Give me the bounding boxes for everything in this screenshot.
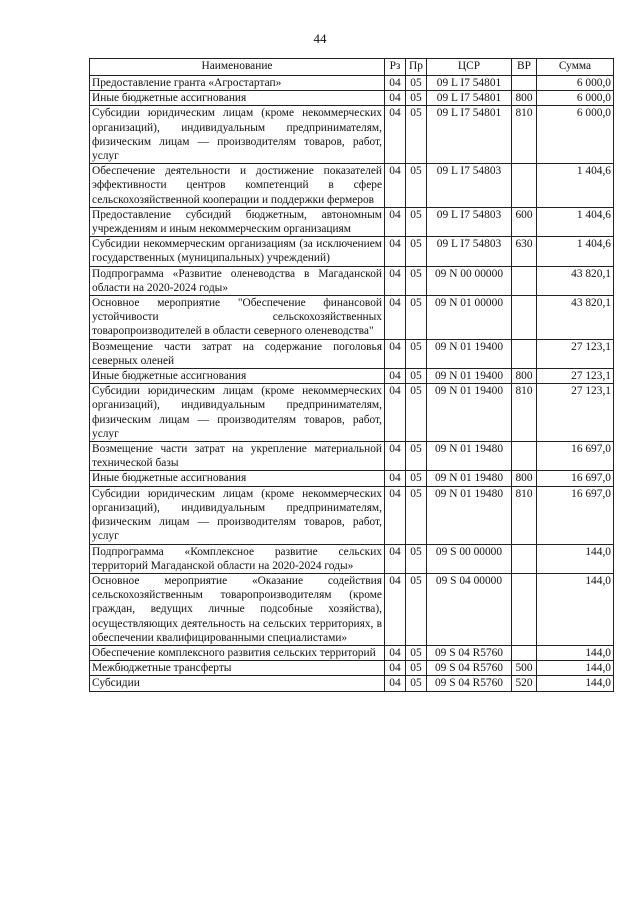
row-rz: 04 bbox=[385, 573, 406, 645]
row-csr: 09 L I7 54801 bbox=[427, 91, 512, 106]
row-vr bbox=[512, 296, 537, 340]
row-rz: 04 bbox=[385, 237, 406, 266]
row-sum: 144,0 bbox=[537, 544, 614, 573]
row-csr: 09 N 01 19480 bbox=[427, 442, 512, 471]
row-pr: 05 bbox=[406, 544, 427, 573]
row-csr: 09 S 00 00000 bbox=[427, 544, 512, 573]
row-csr: 09 S 04 R5760 bbox=[427, 676, 512, 691]
row-vr: 520 bbox=[512, 676, 537, 691]
row-sum: 16 697,0 bbox=[537, 486, 614, 544]
row-vr: 630 bbox=[512, 237, 537, 266]
table-row bbox=[90, 91, 614, 106]
row-vr bbox=[512, 544, 537, 573]
row-csr: 09 S 04 R5760 bbox=[427, 661, 512, 676]
header-rz: Рз bbox=[385, 59, 406, 76]
row-sum: 43 820,1 bbox=[537, 296, 614, 340]
row-csr: 09 S 04 R5760 bbox=[427, 645, 512, 660]
row-csr: 09 L I7 54803 bbox=[427, 164, 512, 208]
row-rz: 04 bbox=[385, 207, 406, 236]
table-row bbox=[90, 266, 614, 295]
row-name: Обеспечение комплексного развития сельских территорий bbox=[90, 645, 385, 660]
row-pr: 05 bbox=[406, 573, 427, 645]
row-csr: 09 N 00 00000 bbox=[427, 266, 512, 295]
row-rz: 04 bbox=[385, 384, 406, 442]
row-csr: 09 N 01 00000 bbox=[427, 296, 512, 340]
row-csr: 09 N 01 19480 bbox=[427, 471, 512, 486]
row-name: Возмещение части затрат на содержание поголовья северных оленей bbox=[90, 339, 385, 368]
row-sum: 144,0 bbox=[537, 645, 614, 660]
row-sum: 1 404,6 bbox=[537, 164, 614, 208]
row-rz: 04 bbox=[385, 645, 406, 660]
row-pr: 05 bbox=[406, 266, 427, 295]
row-rz: 04 bbox=[385, 76, 406, 91]
row-rz: 04 bbox=[385, 369, 406, 384]
row-rz: 04 bbox=[385, 296, 406, 340]
row-csr: 09 L I7 54801 bbox=[427, 106, 512, 164]
table-row bbox=[90, 296, 614, 340]
row-vr bbox=[512, 645, 537, 660]
row-csr: 09 S 04 00000 bbox=[427, 573, 512, 645]
row-sum: 144,0 bbox=[537, 676, 614, 691]
row-name: Иные бюджетные ассигнования bbox=[90, 471, 385, 486]
row-pr: 05 bbox=[406, 486, 427, 544]
row-sum: 27 123,1 bbox=[537, 339, 614, 368]
row-vr: 810 bbox=[512, 486, 537, 544]
row-pr: 05 bbox=[406, 207, 427, 236]
header-name: Наименование bbox=[90, 59, 385, 76]
row-sum: 6 000,0 bbox=[537, 106, 614, 164]
row-rz: 04 bbox=[385, 544, 406, 573]
table-row bbox=[90, 486, 614, 544]
table-row bbox=[90, 573, 614, 645]
row-pr: 05 bbox=[406, 442, 427, 471]
table-row bbox=[90, 384, 614, 442]
row-sum: 6 000,0 bbox=[537, 91, 614, 106]
row-name: Предоставление субсидий бюджетным, автономным учреждениям и иным некоммерческим организациям bbox=[90, 207, 385, 236]
page-number: 44 bbox=[313, 31, 327, 46]
row-vr: 810 bbox=[512, 384, 537, 442]
row-vr: 800 bbox=[512, 471, 537, 486]
table-row bbox=[90, 369, 614, 384]
row-rz: 04 bbox=[385, 339, 406, 368]
header-pr: Пр bbox=[406, 59, 427, 76]
row-rz: 04 bbox=[385, 266, 406, 295]
table-row bbox=[90, 544, 614, 573]
row-vr bbox=[512, 76, 537, 91]
row-sum: 144,0 bbox=[537, 573, 614, 645]
row-name: Обеспечение деятельности и достижение показателей эффективности центров компетенций в сфере сельскохозяйственной кооперации и поддержки фермеров bbox=[90, 164, 385, 208]
row-name: Иные бюджетные ассигнования bbox=[90, 369, 385, 384]
table-row bbox=[90, 442, 614, 471]
row-pr: 05 bbox=[406, 339, 427, 368]
row-vr bbox=[512, 164, 537, 208]
table-row bbox=[90, 339, 614, 368]
row-rz: 04 bbox=[385, 106, 406, 164]
row-sum: 16 697,0 bbox=[537, 471, 614, 486]
row-sum: 6 000,0 bbox=[537, 76, 614, 91]
row-csr: 09 N 01 19400 bbox=[427, 384, 512, 442]
table-row bbox=[90, 645, 614, 660]
row-sum: 43 820,1 bbox=[537, 266, 614, 295]
row-name: Субсидии юридическим лицам (кроме некоммерческих организаций), индивидуальным предпринимателям, физическим лицам — производителям товаров, работ, услуг bbox=[90, 486, 385, 544]
row-rz: 04 bbox=[385, 91, 406, 106]
row-sum: 16 697,0 bbox=[537, 442, 614, 471]
table-body bbox=[90, 76, 614, 692]
row-sum: 27 123,1 bbox=[537, 369, 614, 384]
table-row bbox=[90, 207, 614, 236]
table-row bbox=[90, 676, 614, 691]
row-name: Предоставление гранта «Агростартап» bbox=[90, 76, 385, 91]
table-row bbox=[90, 237, 614, 266]
row-vr: 810 bbox=[512, 106, 537, 164]
row-sum: 27 123,1 bbox=[537, 384, 614, 442]
row-pr: 05 bbox=[406, 164, 427, 208]
row-name: Основное мероприятие "Обеспечение финансовой устойчивости сельскохозяйственных товаропроизводителей в области северного оленеводства" bbox=[90, 296, 385, 340]
row-name: Подпрограмма «Комплексное развитие сельских территорий Магаданской области на 2020-2024 годы» bbox=[90, 544, 385, 573]
row-name: Субсидии юридическим лицам (кроме некоммерческих организаций), индивидуальным предпринимателям, физическим лицам — производителям товаров, работ, услуг bbox=[90, 384, 385, 442]
row-pr: 05 bbox=[406, 237, 427, 266]
row-rz: 04 bbox=[385, 676, 406, 691]
row-rz: 04 bbox=[385, 486, 406, 544]
header-sum: Сумма bbox=[537, 59, 614, 76]
row-pr: 05 bbox=[406, 106, 427, 164]
row-vr: 600 bbox=[512, 207, 537, 236]
row-vr: 500 bbox=[512, 661, 537, 676]
row-pr: 05 bbox=[406, 296, 427, 340]
row-vr bbox=[512, 339, 537, 368]
table-row bbox=[90, 164, 614, 208]
row-pr: 05 bbox=[406, 661, 427, 676]
header-csr: ЦСР bbox=[427, 59, 512, 76]
row-name: Иные бюджетные ассигнования bbox=[90, 91, 385, 106]
row-name: Субсидии некоммерческим организациям (за исключением государственных (муниципальных) учреждений) bbox=[90, 237, 385, 266]
row-name: Возмещение части затрат на укрепление материальной технической базы bbox=[90, 442, 385, 471]
row-pr: 05 bbox=[406, 471, 427, 486]
row-csr: 09 L I7 54803 bbox=[427, 207, 512, 236]
row-name: Основное мероприятие «Оказание содействия сельскохозяйственным товаропроизводителям (кроме граждан, ведущих личные подсобные хозяйства), осуществляющих деятельность на сельских территориях, в обеспечении квалифицированными специалистами» bbox=[90, 573, 385, 645]
row-pr: 05 bbox=[406, 645, 427, 660]
row-sum: 1 404,6 bbox=[537, 237, 614, 266]
table-row bbox=[90, 106, 614, 164]
row-csr: 09 N 01 19400 bbox=[427, 339, 512, 368]
row-pr: 05 bbox=[406, 91, 427, 106]
row-pr: 05 bbox=[406, 76, 427, 91]
table-row bbox=[90, 661, 614, 676]
row-rz: 04 bbox=[385, 661, 406, 676]
row-csr: 09 N 01 19400 bbox=[427, 369, 512, 384]
row-vr: 800 bbox=[512, 369, 537, 384]
row-csr: 09 N 01 19480 bbox=[427, 486, 512, 544]
table-header bbox=[90, 59, 614, 76]
table-row bbox=[90, 76, 614, 91]
row-rz: 04 bbox=[385, 164, 406, 208]
row-vr bbox=[512, 442, 537, 471]
row-name: Межбюджетные трансферты bbox=[90, 661, 385, 676]
row-rz: 04 bbox=[385, 471, 406, 486]
row-sum: 1 404,6 bbox=[537, 207, 614, 236]
row-pr: 05 bbox=[406, 676, 427, 691]
row-name: Подпрограмма «Развитие оленеводства в Магаданской области на 2020-2024 годы» bbox=[90, 266, 385, 295]
header-vr: ВР bbox=[512, 59, 537, 76]
row-pr: 05 bbox=[406, 384, 427, 442]
row-pr: 05 bbox=[406, 369, 427, 384]
budget-table bbox=[89, 58, 614, 692]
table-row bbox=[90, 471, 614, 486]
row-sum: 144,0 bbox=[537, 661, 614, 676]
row-vr bbox=[512, 266, 537, 295]
row-vr bbox=[512, 573, 537, 645]
row-csr: 09 L I7 54801 bbox=[427, 76, 512, 91]
row-csr: 09 L I7 54803 bbox=[427, 237, 512, 266]
row-vr: 800 bbox=[512, 91, 537, 106]
row-name: Субсидии bbox=[90, 676, 385, 691]
row-rz: 04 bbox=[385, 442, 406, 471]
header-row bbox=[90, 59, 614, 76]
row-name: Субсидии юридическим лицам (кроме некоммерческих организаций), индивидуальным предпринимателям, физическим лицам — производителям товаров, работ, услуг bbox=[90, 106, 385, 164]
